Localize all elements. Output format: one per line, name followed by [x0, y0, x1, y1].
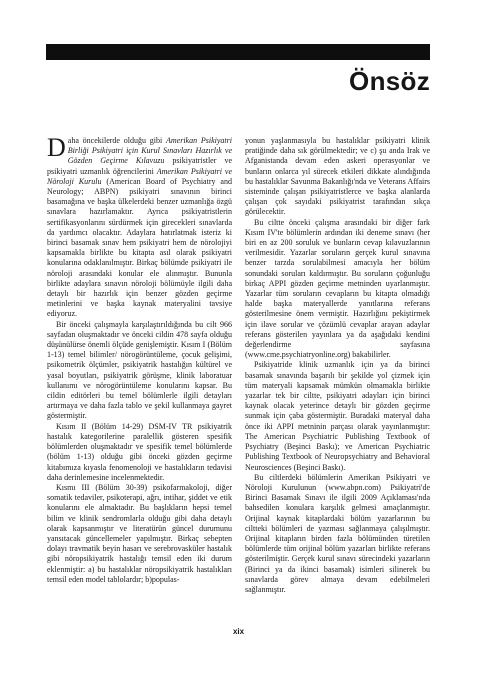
book-title-italic: Amerikan Psikiyatri Birliği Psikiyatri için Kurul Sınavları Hazırlık ve Gözden Geçirme Kılavuzu	[67, 136, 232, 166]
drop-cap: D	[47, 133, 66, 162]
right-column	[245, 136, 430, 595]
paragraph-8: Bu ciltlerdeki bölümlerin Amerikan Psikiyatri ve Nöroloji Kurulunun (www.abpn.com) Psikiyatri'de Birinci Basamak Sınavı ile ilgili 2009 Açıklaması'nda bahsedilen konulara karşılık gelmesi amaçlanmıştır. Orijinal kaynak kitaplardaki bölüm yazarlarının bu ciltteki bölümleri de yazması sağlanmaya çalışılmıştır. Orijinal kitapların birden fazla bölümünden türetilen bölümlerde tüm orijinal bölüm yazarları birlikte referans gösterilmiştir. Gerçek kurul sınavı sürecindeki yazarların (Birinci ya da ikinci basamak) isimleri silinerek bu sınavlarda görev almaya devam edebilmeleri sağlanmıştır.	[245, 472, 430, 594]
left-column	[47, 133, 233, 585]
paragraph-3: Kısım II (Bölüm 14-29) DSM-IV TR psikiyatrik hastalık kategorilerine paralellik gösteren spesifik bölümlerden oluşmaktadır ve spesifik temel bölümlerde (bölüm 1-13) olduğu gibi önceki gözden geçirme kitabımıza kıyasla fenomenoloji ve hastalıkların tedavisi daha derinlemesine incelenmektedir.	[47, 421, 232, 482]
paragraph-1-text-c: (American Board of Psychiatry and Neurology; ABPN) psikiyatri sınavının birinci basamağına ve başka ülkelerdeki benzer uzmanlığa özgü sınavlara hazırlamaktır. Ayrıca psikiyatristlerin sertifikasyonlarını sürdürmek için girecekleri sınavlarda da yardımcı olacaktır. Adaylara hatırlatmak isteriz ki birinci basamak sınav hem psikiyatri hem de nörolojiyi kapsamakla birlikte bu kitapta asıl olarak psikiyatri konularına odaklanılmıştır. Birkaç bölümde psikiyatri ile nöroloji arasındaki konular ele alınmıştır. Bununla birlikte adaylara sınavın nöroloji bölümüyle ilgili daha detaylı bir hazırlık için benzer gözden geçirme metinlerini ve başka kaynak materyalini tavsiye ediyoruz.	[47, 176, 232, 319]
page-number: xix	[232, 627, 245, 636]
paragraph-7: Psikiyatride klinik uzmanlık için ya da birinci basamak sınavında başarılı bir şekilde yol çizmek için tüm materyali kapsamak mümkün olmamakla birlikte yazarlar tek bir ciltte, psikiyatri adayları için birinci kaynak olacak yeterince detaylı bir gözden geçirme sunmak için çaba göstermiştir. Buradaki materyal daha önce iki APPI metninin parçası olarak yayınlanmıştır: The American Psychiatric Publishing Textbook of Psychiatry (Beşinci Baskı); ve American Psychiatric Publishing Textbook of Neuropsychiatry and Behavioral Neurosciences (Beşinci Baskı).	[245, 360, 430, 472]
paragraph-1-text-a: aha öncekilerde olduğu gibi	[67, 136, 166, 145]
page-title: Önsöz	[349, 66, 430, 96]
paragraph-5: yonun yaşlanmasıyla bu hastalıklar psikiyatri klinik pratiğinde daha sık görülmektedir; ve c) şu anda Irak ve Afganistanda devam eden askeri operasyonlar ve bunların onlarca yıl sürecek etkileri dikkate alındığında bu hastalıklar Savunma Bakanlığı'nda ve Veterans Affairs sisteminde çalışan psikiyatristlerce ve başka alanlarda çalışan çok sayıdaki psikiyatrist tarafından sıkça görülecektir.	[245, 136, 430, 217]
paragraph-6: Bu ciltte önceki çalışma arasındaki bir diğer fark Kısım IV'te bölümlerin ardından iki deneme sınavı (her biri en az 200 soruluk ve bunların cevap kılavuzlarının verilmesidir. Yazarlar soruların gerçek kurul sınavına benzer tarzda sorulabilmesi amacıyla her bölüm sonundaki soruları kaldırmıştır. Bu soruların çoğunluğu birkaç APPI gözden geçirme metninden uyarlanmıştır. Yazarlar tüm soruların cevapların bu kitapta olmadığı halde başka materyallerde yanıtlarına referans gösterilmesine önem vermiştir. Hazırlığını pekiştirmek için ilave sorular ve çözümlü cevaplar arayan adaylar referans gösterilen yayınlara ya da aşağıdaki kendini değerlendirme sayfasına (www.cme.psychiatryonline.org) bakabilirler.	[245, 217, 430, 360]
paragraph-4: Kısmı III (Bölüm 30-39) psikofarmakoloji, diğer somatik tedaviler, psikoterapi, ağrı, intihar, şiddet ve etik konularını ele almaktadır. Bu başlıkların hepsi temel bilim ve klinik sendromlarla olduğu gibi daha detaylı olarak kapsanmıştır ve literatürün güncel durumunu yansıtacak güncellemeler yapılmıştır. Birkaç sebepten dolayı travmatik beyin hasarı ve serebrovasküler hastalık gibi nöropsikiyatrik hastalığı temsil eden iki durum eklenmiştir: a) bu hastalıklar nöropsikiyatrik hastalıkları temsil eden model tablolardır; b)populas-	[47, 482, 232, 584]
paragraph-1-text-b: psikiyatristler ve psikiyatri uzmanlık öğrencilerini	[47, 156, 232, 176]
paragraph-2: Bir önceki çalışmayla karşılaştırıldığında bu cilt 966 sayfadan oluşmaktadır ve önceki cildin 478 sayfa olduğu düşünülürse önemli ölçüde genişlemiştir. Kısım I (Bölüm 1-13) temel bilimler/ nörogörüntüleme, çocuk gelişimi, psikometrik ölçümler, psikiyatrik hastalığın kültürel ve yasal boyutları, psikiyatrik görüşme, klinik laboratuar kullanımı ve nörogörüntüleme konularını kapsar. Bu cildin editörleri bu temel bölümlerle ilgili detayları artırmaya ve daha fazla tablo ve şekil kullanmaya gayret göstermiştir.	[47, 319, 232, 421]
board-name-italic: Amerikan Psikiyatri ve Nöroloji Kurulu	[47, 166, 233, 186]
header-band	[46, 44, 430, 60]
paragraph-1	[47, 133, 233, 320]
